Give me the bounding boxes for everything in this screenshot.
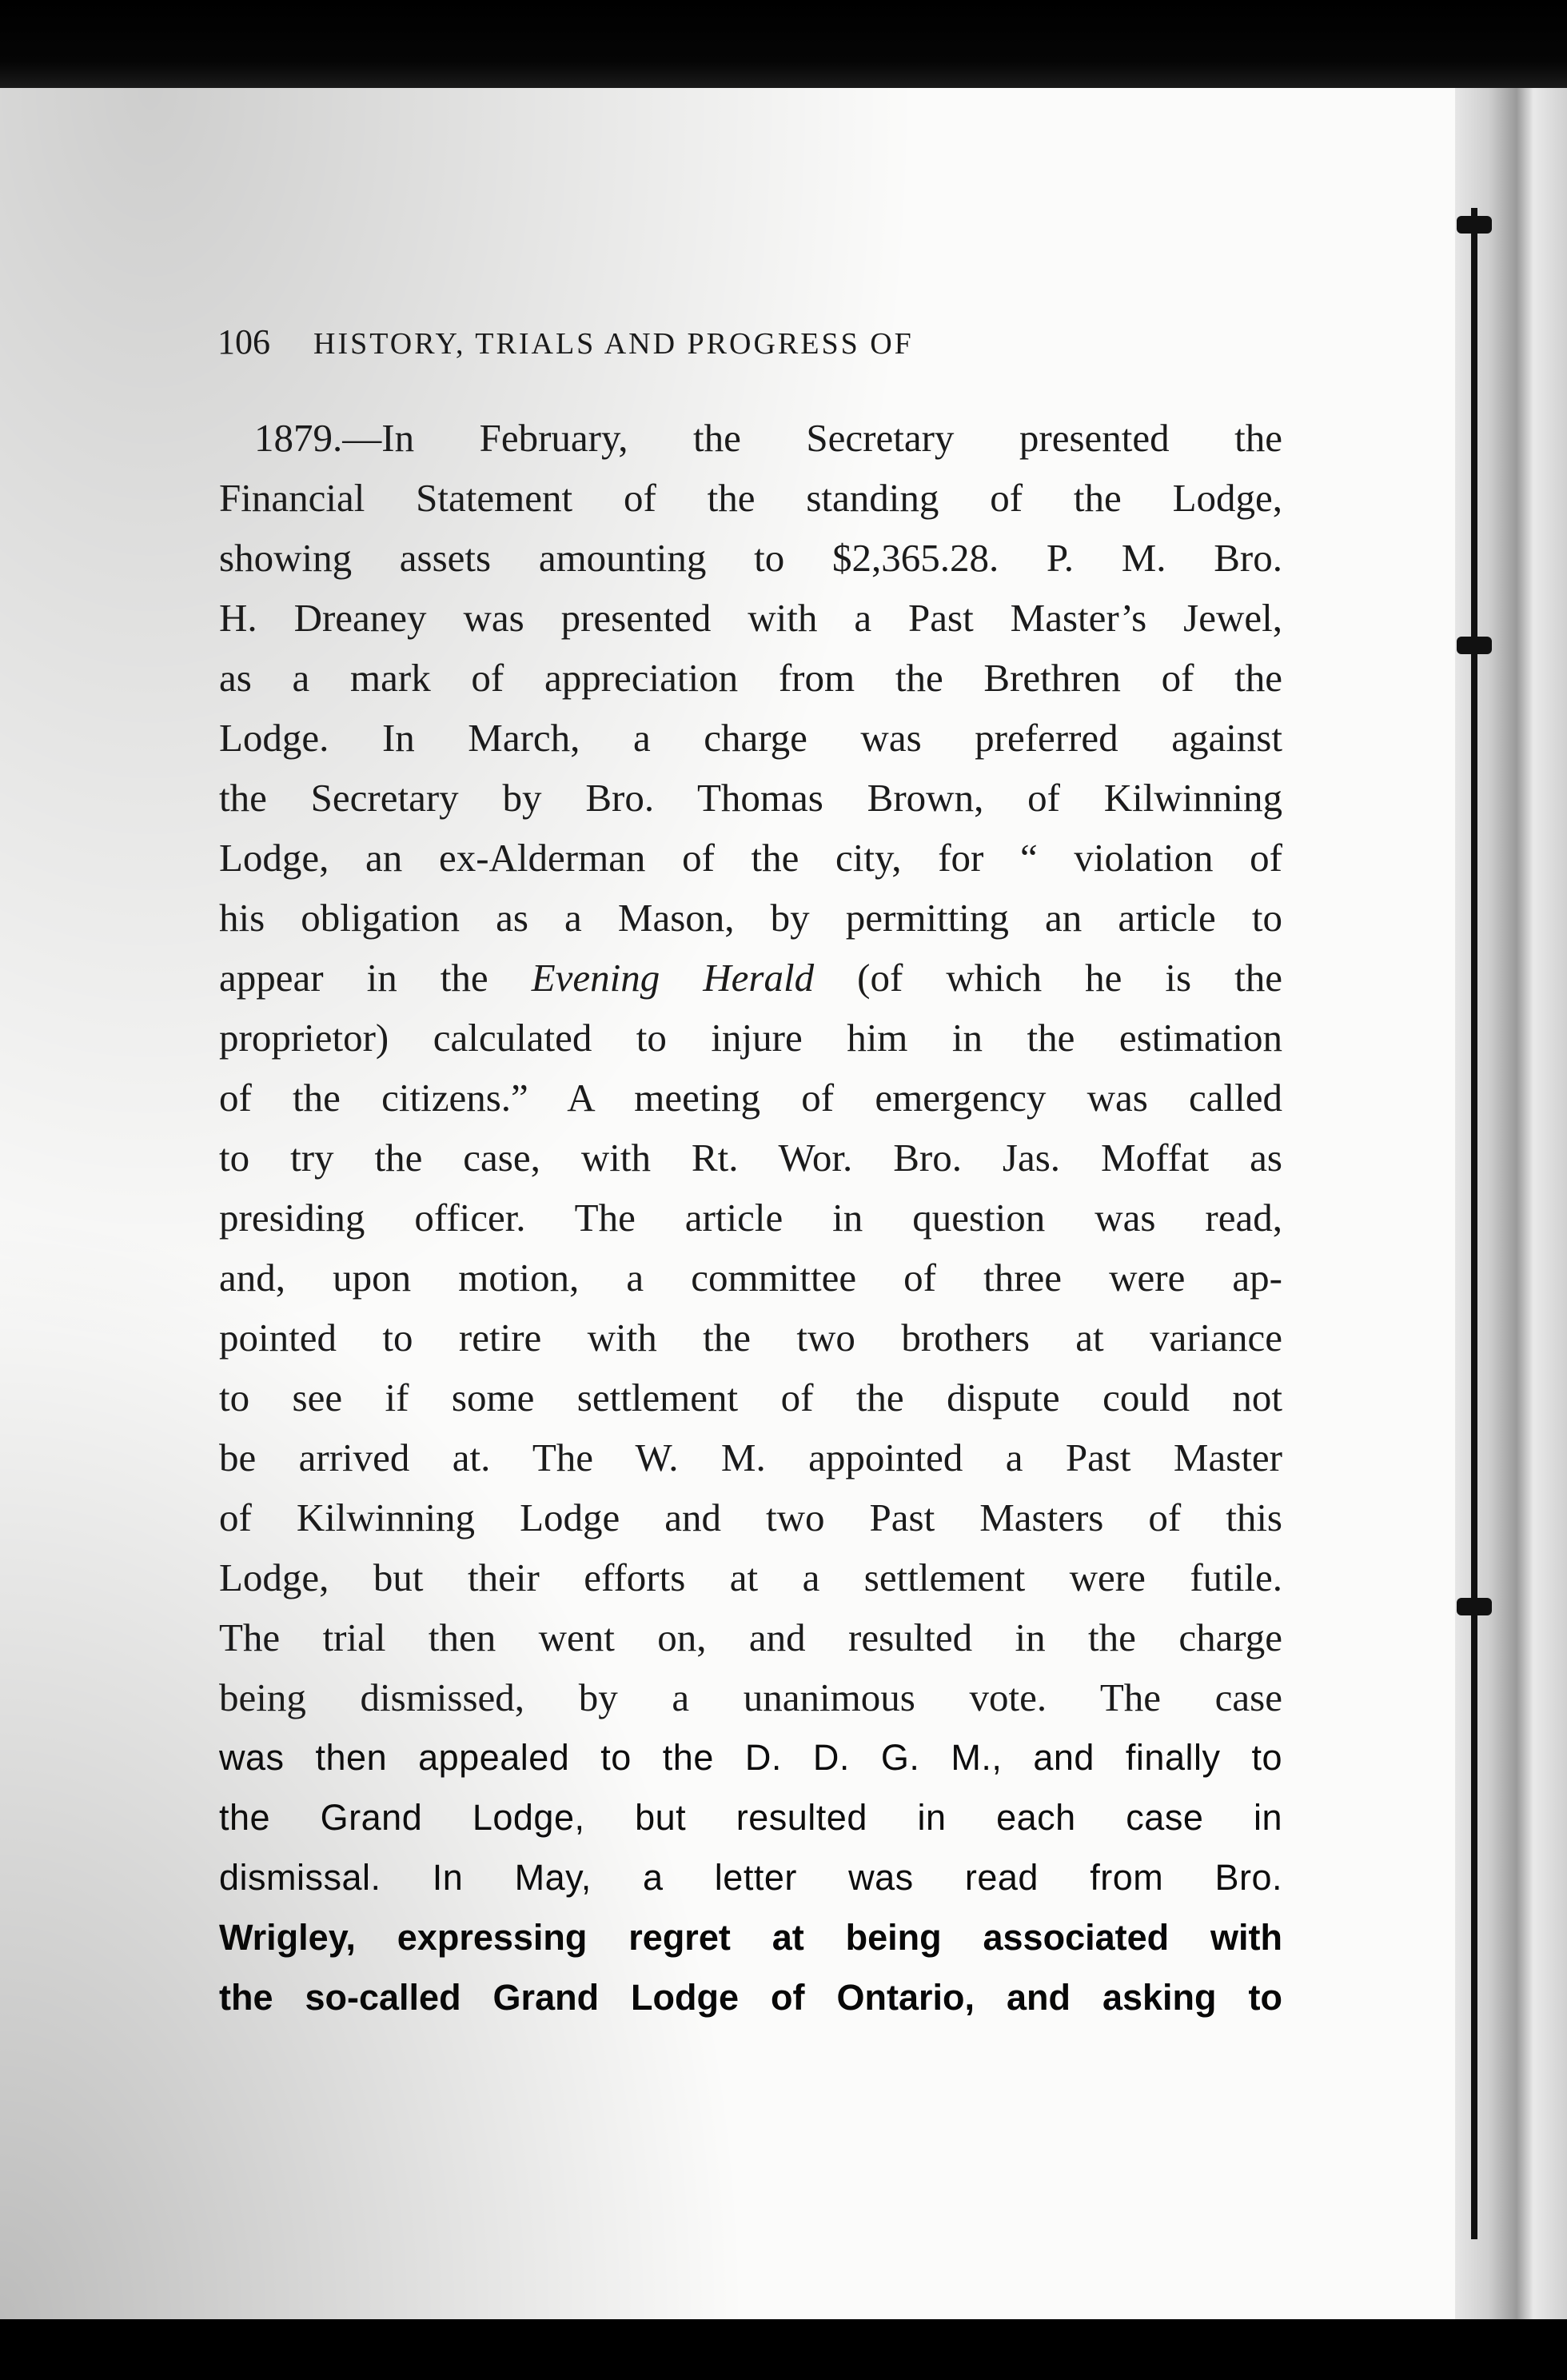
- running-head: [217, 321, 1401, 369]
- text-line: proprietor) calculated to injure him in the estimation: [219, 1016, 1282, 1060]
- text-line: as a mark of appreciation from the Brethren of the: [219, 656, 1282, 700]
- text-line: 1879.—In February, the Secretary presented the: [254, 416, 1282, 460]
- scan-frame-bottom: [0, 2319, 1567, 2380]
- text-line: showing assets amounting to $2,365.28. P. M. Bro.: [219, 536, 1282, 580]
- binding-stitch: [1457, 216, 1492, 234]
- text-line: the Secretary by Bro. Thomas Brown, of Kilwinning: [219, 776, 1282, 820]
- text-run: (of which he is the: [814, 956, 1282, 1000]
- text-line: presiding officer. The article in question was read,: [219, 1196, 1282, 1240]
- text-line: be arrived at. The W. M. appointed a Past Master: [219, 1436, 1282, 1480]
- text-line: the Grand Lodge, but resulted in each case in: [219, 1797, 1282, 1838]
- body-text: [219, 408, 1282, 2027]
- text-line: being dismissed, by a unanimous vote. The case: [219, 1675, 1282, 1719]
- text-line: his obligation as a Mason, by permitting an article to: [219, 896, 1282, 940]
- text-line: of Kilwinning Lodge and two Past Masters of this: [219, 1495, 1282, 1539]
- binding-thread: [1471, 208, 1477, 2239]
- text-line: pointed to retire with the two brothers at variance: [219, 1316, 1282, 1360]
- running-title: HISTORY, TRIALS AND PROGRESS OF: [313, 327, 914, 361]
- text-line: The trial then went on, and resulted in the charge: [219, 1615, 1282, 1659]
- binding-stitch: [1457, 1598, 1492, 1615]
- text-line-with-italic: [219, 948, 1282, 1008]
- text-line: dismissal. In May, a letter was read from Bro.: [219, 1857, 1282, 1898]
- text-line: of the citizens.” A meeting of emergency was called: [219, 1076, 1282, 1120]
- text-line: was then appealed to the D. D. G. M., and finally to: [219, 1737, 1282, 1778]
- text-line: Financial Statement of the standing of the Lodge,: [219, 476, 1282, 520]
- text-line: Lodge, but their efforts at a settlement were futile.: [219, 1555, 1282, 1599]
- text-line: to see if some settlement of the dispute could not: [219, 1376, 1282, 1420]
- scan-frame-top: [0, 0, 1567, 88]
- text-line: Wrigley, expressing regret at being associated with: [219, 1917, 1282, 1958]
- text-line: the so-called Grand Lodge of Ontario, and asking to: [219, 1977, 1282, 2018]
- text-line: and, upon motion, a committee of three were ap-: [219, 1256, 1282, 1300]
- text-run: appear in the: [219, 956, 532, 1000]
- text-line: H. Dreaney was presented with a Past Master’s Jewel,: [219, 596, 1282, 640]
- text-line: to try the case, with Rt. Wor. Bro. Jas. Moffat as: [219, 1136, 1282, 1180]
- binding-stitch: [1457, 637, 1492, 654]
- text-line: Lodge, an ex-Alderman of the city, for “ violation of: [219, 836, 1282, 880]
- newspaper-title: Evening Herald: [531, 956, 815, 1000]
- page-number: 106: [217, 322, 270, 361]
- text-line: Lodge. In March, a charge was preferred against: [219, 716, 1282, 760]
